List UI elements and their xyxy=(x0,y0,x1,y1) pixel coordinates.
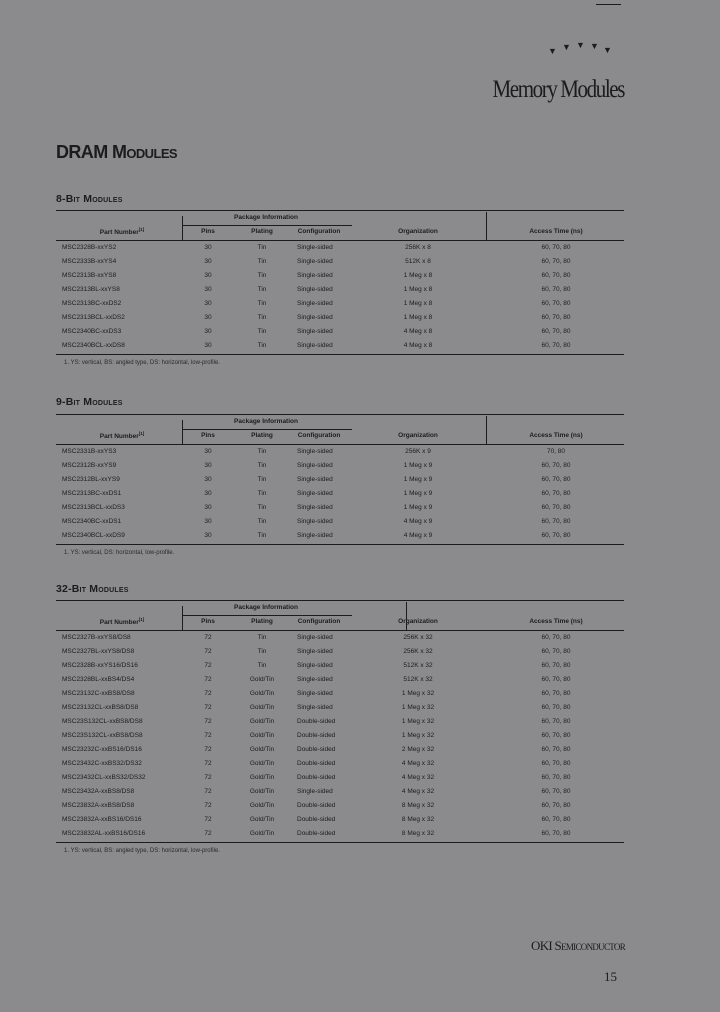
configuration: Single-sided xyxy=(297,300,333,307)
access-time: 60, 70, 80 xyxy=(541,634,571,641)
access-time: 60, 70, 80 xyxy=(541,490,571,497)
access-time: 60, 70, 80 xyxy=(541,676,571,683)
pins: 72 xyxy=(204,816,212,823)
organization: 8 Meg x 32 xyxy=(401,802,435,809)
part-number: MSC2313B-xxYS8 xyxy=(62,272,117,279)
organization: 256K x 32 xyxy=(403,648,433,655)
organization: 256K x 9 xyxy=(405,448,431,455)
pins: 30 xyxy=(204,342,212,349)
spec-table xyxy=(56,210,624,355)
package-info-header: Package Information xyxy=(234,604,298,611)
table-bottom-rule xyxy=(56,544,624,545)
part-number: MSC2340BC-xxDS1 xyxy=(62,518,122,525)
organization: 1 Meg x 8 xyxy=(403,286,433,293)
configuration: Double-sided xyxy=(297,816,336,823)
access-time: 60, 70, 80 xyxy=(541,760,571,767)
page-number: 15 xyxy=(604,969,617,984)
package-underline xyxy=(182,225,352,226)
configuration: Single-sided xyxy=(297,532,333,539)
pins: 72 xyxy=(204,760,212,767)
organization: 1 Meg x 32 xyxy=(401,690,435,697)
organization: 8 Meg x 32 xyxy=(401,816,435,823)
column-separator xyxy=(486,212,487,241)
part-number: MSC2331B-xxYS3 xyxy=(62,448,117,455)
configuration: Single-sided xyxy=(297,286,333,293)
pins: 72 xyxy=(204,802,212,809)
access-time: 60, 70, 80 xyxy=(541,830,571,837)
access-time: 60, 70, 80 xyxy=(541,704,571,711)
part-number: MSC23832AL-xxBS16/DS16 xyxy=(62,830,146,837)
pins-header: Pins xyxy=(201,228,215,235)
configuration: Double-sided xyxy=(297,760,336,767)
pins-header: Pins xyxy=(201,432,215,439)
spec-table xyxy=(56,414,624,545)
pins: 30 xyxy=(204,258,212,265)
column-separator xyxy=(406,602,407,631)
footnote-marker: [1] xyxy=(138,227,145,232)
plating: Gold/Tin xyxy=(249,802,275,809)
organization: 1 Meg x 9 xyxy=(403,462,433,469)
access-time: 60, 70, 80 xyxy=(541,662,571,669)
part-number: MSC23232C-xxBS16/DS16 xyxy=(62,746,142,753)
pins: 72 xyxy=(204,690,212,697)
package-underline xyxy=(182,615,352,616)
pins: 72 xyxy=(204,774,212,781)
access-time: 60, 70, 80 xyxy=(541,518,571,525)
configuration: Single-sided xyxy=(297,704,333,711)
part-number: MSC23S132CL-xxBS8/DS8 xyxy=(62,718,143,725)
access-time: 60, 70, 80 xyxy=(541,462,571,469)
configuration: Single-sided xyxy=(297,244,333,251)
access-time: 70, 80 xyxy=(546,448,566,455)
configuration: Single-sided xyxy=(297,490,333,497)
plating-header: Plating xyxy=(251,228,273,235)
section-title: 32-Bit Modules xyxy=(56,583,129,595)
plating: Tin xyxy=(257,286,267,293)
configuration: Single-sided xyxy=(297,448,333,455)
organization: 4 Meg x 32 xyxy=(401,788,435,795)
part-number: MSC2313BL-xxYS8 xyxy=(62,286,120,293)
organization-header: Organization xyxy=(398,432,438,439)
part-number: MSC2312B-xxYS9 xyxy=(62,462,117,469)
plating: Tin xyxy=(257,662,267,669)
organization: 4 Meg x 9 xyxy=(403,532,433,539)
pins: 72 xyxy=(204,732,212,739)
pins: 30 xyxy=(204,300,212,307)
organization: 4 Meg x 32 xyxy=(401,774,435,781)
configuration: Single-sided xyxy=(297,662,333,669)
pins: 30 xyxy=(204,476,212,483)
part-number: MSC23132C-xxBS8/DS8 xyxy=(62,690,135,697)
access-time: 60, 70, 80 xyxy=(541,476,571,483)
configuration: Double-sided xyxy=(297,774,336,781)
configuration: Single-sided xyxy=(297,648,333,655)
table-footnote: 1. YS: vertical, BS: angled type, DS: horizontal, low-profile. xyxy=(64,360,220,366)
access-time: 60, 70, 80 xyxy=(541,690,571,697)
part-number: MSC2328B-xxYS16/DS16 xyxy=(62,662,138,669)
organization: 512K x 8 xyxy=(405,258,431,265)
pins: 72 xyxy=(204,704,212,711)
table-footnote: 1. YS: vertical, BS: angled type, DS: horizontal, low-profile. xyxy=(64,848,220,854)
plating: Tin xyxy=(257,272,267,279)
top-rule xyxy=(596,4,621,5)
organization: 1 Meg x 8 xyxy=(403,272,433,279)
access-time: 60, 70, 80 xyxy=(541,504,571,511)
pins: 72 xyxy=(204,648,212,655)
access-time: 60, 70, 80 xyxy=(541,258,571,265)
organization-header: Organization xyxy=(398,618,438,625)
pins: 72 xyxy=(204,676,212,683)
configuration: Single-sided xyxy=(297,634,333,641)
plating: Gold/Tin xyxy=(249,788,275,795)
part-number: MSC23432A-xxBS8/DS8 xyxy=(62,788,135,795)
organization: 4 Meg x 8 xyxy=(403,342,433,349)
organization: 4 Meg x 32 xyxy=(401,760,435,767)
access-time: 60, 70, 80 xyxy=(541,532,571,539)
plating: Tin xyxy=(257,490,267,497)
plating: Gold/Tin xyxy=(249,690,275,697)
access-time: 60, 70, 80 xyxy=(541,788,571,795)
access-time: 60, 70, 80 xyxy=(541,328,571,335)
package-underline xyxy=(182,429,352,430)
part-number-header: Part Number[1] xyxy=(99,431,145,441)
table-top-rule xyxy=(56,210,624,211)
part-number: MSC23S132CL-xxBS8/DS8 xyxy=(62,732,143,739)
part-number-header: Part Number[1] xyxy=(99,617,145,627)
part-number: MSC2327BL-xxYS8/DS8 xyxy=(62,648,135,655)
configuration-header: Configuration xyxy=(297,432,341,439)
page-title: DRAM Modules xyxy=(56,142,177,162)
header-bottom-rule xyxy=(56,630,624,631)
part-number: MSC23132CL-xxBS8/DS8 xyxy=(62,704,139,711)
organization: 1 Meg x 8 xyxy=(403,300,433,307)
plating: Tin xyxy=(257,518,267,525)
column-separator xyxy=(486,416,487,445)
organization: 2 Meg x 32 xyxy=(401,746,435,753)
configuration: Single-sided xyxy=(297,272,333,279)
pins: 30 xyxy=(204,504,212,511)
pins: 30 xyxy=(204,532,212,539)
part-number: MSC2340BC-xxDS3 xyxy=(62,328,122,335)
configuration: Single-sided xyxy=(297,328,333,335)
part-number: MSC2328B-xxYS2 xyxy=(62,244,117,251)
footnote-marker: [1] xyxy=(138,431,145,436)
organization: 256K x 32 xyxy=(403,634,433,641)
organization: 1 Meg x 32 xyxy=(401,704,435,711)
access-time: 60, 70, 80 xyxy=(541,314,571,321)
plating: Tin xyxy=(257,504,267,511)
spec-table xyxy=(56,600,624,843)
plating: Tin xyxy=(257,300,267,307)
pins: 30 xyxy=(204,490,212,497)
column-separator xyxy=(182,216,183,241)
plating: Gold/Tin xyxy=(249,774,275,781)
table-footnote: 1. YS: vertical, DS: horizontal, low-profile. xyxy=(64,550,175,556)
pins: 30 xyxy=(204,462,212,469)
plating: Tin xyxy=(257,532,267,539)
table-top-rule xyxy=(56,414,624,415)
column-separator xyxy=(182,420,183,445)
access-time: 60, 70, 80 xyxy=(541,774,571,781)
plating: Tin xyxy=(257,462,267,469)
configuration: Double-sided xyxy=(297,746,336,753)
pins: 72 xyxy=(204,788,212,795)
part-number: MSC2313BCL-xxDS2 xyxy=(62,314,125,321)
organization: 1 Meg x 8 xyxy=(403,314,433,321)
part-number: MSC2340BCL-xxDS8 xyxy=(62,342,125,349)
organization: 4 Meg x 9 xyxy=(403,518,433,525)
pins: 30 xyxy=(204,328,212,335)
pins: 72 xyxy=(204,634,212,641)
organization: 1 Meg x 9 xyxy=(403,490,433,497)
configuration: Double-sided xyxy=(297,830,336,837)
organization: 8 Meg x 32 xyxy=(401,830,435,837)
organization: 1 Meg x 32 xyxy=(401,718,435,725)
part-number: MSC2333B-xxYS4 xyxy=(62,258,117,265)
header-bottom-rule xyxy=(56,444,624,445)
configuration: Single-sided xyxy=(297,788,333,795)
organization: 1 Meg x 32 xyxy=(401,732,435,739)
configuration: Single-sided xyxy=(297,518,333,525)
pins: 30 xyxy=(204,448,212,455)
organization-header: Organization xyxy=(398,228,438,235)
table-top-rule xyxy=(56,600,624,601)
plating: Tin xyxy=(257,342,267,349)
configuration: Single-sided xyxy=(297,476,333,483)
pins: 30 xyxy=(204,244,212,251)
plating: Tin xyxy=(257,244,267,251)
plating-header: Plating xyxy=(251,618,273,625)
configuration-header: Configuration xyxy=(297,618,341,625)
access-time: 60, 70, 80 xyxy=(541,342,571,349)
configuration: Double-sided xyxy=(297,718,336,725)
pins: 72 xyxy=(204,662,212,669)
access-time: 60, 70, 80 xyxy=(541,648,571,655)
plating-header: Plating xyxy=(251,432,273,439)
plating: Gold/Tin xyxy=(249,718,275,725)
plating: Tin xyxy=(257,448,267,455)
part-number: MSC23832A-xxBS8/DS8 xyxy=(62,802,135,809)
plating: Tin xyxy=(257,258,267,265)
part-number: MSC2328BL-xxBS4/DS4 xyxy=(62,676,135,683)
part-number: MSC23432CL-xxBS32/DS32 xyxy=(62,774,146,781)
pins: 30 xyxy=(204,518,212,525)
part-number: MSC2313BC-xxDS1 xyxy=(62,490,122,497)
arrow-arc-logo: ▼ ▼ ▼ ▼ ▼ xyxy=(548,40,612,56)
access-time: 60, 70, 80 xyxy=(541,300,571,307)
header-title: Memory Modules xyxy=(492,74,624,103)
configuration: Single-sided xyxy=(297,504,333,511)
configuration: Double-sided xyxy=(297,732,336,739)
organization: 512K x 32 xyxy=(403,676,433,683)
organization: 4 Meg x 8 xyxy=(403,328,433,335)
pins: 72 xyxy=(204,718,212,725)
access-time: 60, 70, 80 xyxy=(541,816,571,823)
column-separator xyxy=(182,606,183,631)
plating: Tin xyxy=(257,328,267,335)
configuration: Single-sided xyxy=(297,314,333,321)
pins: 72 xyxy=(204,746,212,753)
package-info-header: Package Information xyxy=(234,418,298,425)
plating: Gold/Tin xyxy=(249,760,275,767)
organization: 1 Meg x 9 xyxy=(403,476,433,483)
part-number: MSC2312BL-xxYS9 xyxy=(62,476,120,483)
header-bottom-rule xyxy=(56,240,624,241)
plating: Gold/Tin xyxy=(249,746,275,753)
access-time-header: Access Time (ns) xyxy=(529,432,583,439)
footer-company: OKI Semiconductor xyxy=(531,938,626,953)
pins: 72 xyxy=(204,830,212,837)
plating: Gold/Tin xyxy=(249,830,275,837)
organization: 256K x 8 xyxy=(405,244,431,251)
plating: Gold/Tin xyxy=(249,704,275,711)
access-time-header: Access Time (ns) xyxy=(529,228,583,235)
pins: 30 xyxy=(204,314,212,321)
access-time: 60, 70, 80 xyxy=(541,718,571,725)
access-time: 60, 70, 80 xyxy=(541,802,571,809)
pins: 30 xyxy=(204,272,212,279)
part-number-header: Part Number[1] xyxy=(99,227,145,237)
organization: 1 Meg x 9 xyxy=(403,504,433,511)
access-time: 60, 70, 80 xyxy=(541,272,571,279)
plating: Tin xyxy=(257,648,267,655)
plating: Gold/Tin xyxy=(249,732,275,739)
configuration: Single-sided xyxy=(297,258,333,265)
section-title: 8-Bit Modules xyxy=(56,193,123,205)
configuration: Single-sided xyxy=(297,342,333,349)
package-info-header: Package Information xyxy=(234,214,298,221)
organization: 512K x 32 xyxy=(403,662,433,669)
access-time-header: Access Time (ns) xyxy=(529,618,583,625)
part-number: MSC2313BCL-xxDS3 xyxy=(62,504,125,511)
footnote-marker: [1] xyxy=(138,617,145,622)
part-number: MSC2313BC-xxDS2 xyxy=(62,300,122,307)
part-number: MSC23832A-xxBS16/DS16 xyxy=(62,816,142,823)
configuration: Single-sided xyxy=(297,462,333,469)
part-number: MSC2340BCL-xxDS9 xyxy=(62,532,125,539)
access-time: 60, 70, 80 xyxy=(541,732,571,739)
table-bottom-rule xyxy=(56,354,624,355)
access-time: 60, 70, 80 xyxy=(541,244,571,251)
configuration: Single-sided xyxy=(297,676,333,683)
pins: 30 xyxy=(204,286,212,293)
configuration-header: Configuration xyxy=(297,228,341,235)
plating: Gold/Tin xyxy=(249,676,275,683)
access-time: 60, 70, 80 xyxy=(541,286,571,293)
plating: Tin xyxy=(257,634,267,641)
plating: Gold/Tin xyxy=(249,816,275,823)
pins-header: Pins xyxy=(201,618,215,625)
plating: Tin xyxy=(257,476,267,483)
plating: Tin xyxy=(257,314,267,321)
part-number: MSC2327B-xxYS8/DS8 xyxy=(62,634,131,641)
section-title: 9-Bit Modules xyxy=(56,396,123,408)
configuration: Single-sided xyxy=(297,690,333,697)
table-bottom-rule xyxy=(56,842,624,843)
access-time: 60, 70, 80 xyxy=(541,746,571,753)
part-number: MSC23432C-xxBS32/DS32 xyxy=(62,760,142,767)
configuration: Double-sided xyxy=(297,802,336,809)
